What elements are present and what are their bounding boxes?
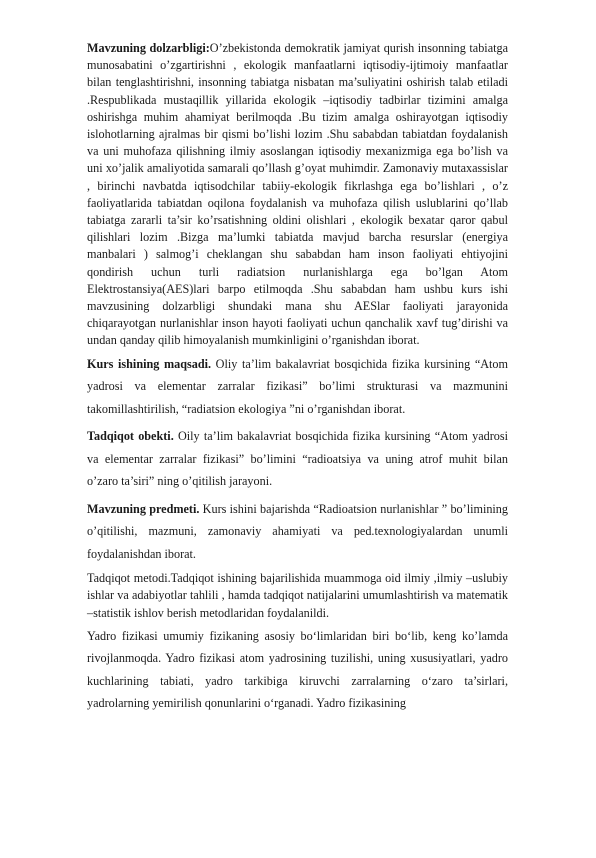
paragraph-text: Oily ta’lim bakalavriat bosqichida fizika kursining “Atom yadrosi va elementar zarralar fizikasi” bo’limini “radioatsiya va uning atrof muhit bilan o’zaro ta’siri” ning o’qitilish jarayoni. (87, 429, 509, 489)
paragraph-goal (87, 353, 508, 421)
paragraph-heading: Tadqiqot obekti. (87, 429, 174, 444)
document-body (87, 40, 508, 720)
paragraph-text: Kurs ishini bajarishda “Radioatsion nurlanishlar ” bo’limining o’qitilishi, mazmuni, zamonaviy ahamiyati va ped.texnologiyalardan unumli foydalanishdan iborat. (87, 501, 508, 561)
paragraph-nuclear-physics: Yadro fizikasi umumiy fizikaning asosiy bo‘limlaridan biri bo‘lib, keng ko’lamda rivojlanmoqda. Yadro fizikasi atom yadrosining tuzilishi, uning xususiyatlari, yadro kuchlarining tabiati, yadro tarkibiga kiruvchi zarralarning o‘zaro ta’sirlari, yadrolarning yemirilish qonunlarini o‘rganadi. Yadro fizikasining (87, 628, 508, 711)
paragraph-heading: Mavzuning dolzarbligi: (87, 41, 210, 55)
paragraph-heading: Mavzuning predmeti. (87, 501, 200, 516)
paragraph-text: Oliy ta’lim bakalavriat bosqichida fizika kursining “Atom yadrosi va elementar zarralar fizikasi” bo’limi strukturasi va mazmunini takomillashtirilish, “radiatsion ekologiya ”ni o’rganishdan iborat. (87, 356, 509, 416)
paragraph-subject (87, 498, 508, 566)
paragraph-relevance (87, 40, 508, 350)
paragraph-method: Tadqiqot metodi.Tadqiqot ishining bajarilishida muammoga oid ilmiy ,ilmiy –uslubiy ishlar va adabiyotlar tahlili , hamda tadqiqot natijalarini umumlashtirish va matematik –statistik ishlov berish metodlaridan foydalanildi. (87, 571, 508, 620)
paragraph-heading: Kurs ishining maqsadi. (87, 356, 212, 371)
paragraph-text: O’zbekistonda demokratik jamiyat qurish insonning tabiatga munosabatini o’zgartirishni , ekologik manfaatlarni iqtisodiy-ijtimoiy manfaatlar bilan tenglashtirishni, insonning tabiatga nisbatan ma’suliyatini oshirish talab etiladi .Respublikada mustaqillik yillarida ekologik –iqtisodiy tadbirlar tizimini amalga oshirishga muhim ahamiyat berilmoqda .Bu tizim amalga oshirayotgan iqtisodiy islohotlarning ajralmas bir qismi bo’lishi lozim .Shu sababdan tabiatdan foydalanish va uni muhofaza qilishning ilmiy asoslangan iqtisodiy mexanizmiga ega bo’lish va uni xo’jalik amaliyotida samarali qo’llash g’oyat muhimdir. Zamonaviy mutaxassislar , birinchi navbatda iqtisodchilar tabiiy-ekologik fikrlashga ega bo’lishlari , o’z faoliyatlarida tabiatdan oqilona foydalanish va muhofaza qilish uslublarini qo’llab tabiatga zararli ta’sir ko’rsatishning oldini olishlari , ekologik bexatar qaror qabul qilishlari lozim .Bizga ma’lumki tabiatda mavjud barcha resurslar (energiya manbalari ) salmog’i cheklangan shu sababdan ham inson faoliyati ehtiyojini qondirish uchun turli radiatsion nurlanishlarga ega bo’lgan Atom Elektrostansiya(AES)lari barpo etilmoqda .Shu sababdan ham ushbu kurs ishi mavzusining dolzarbligi shundaki mana shu AESlar faoliyati jarayonida chiqarayotgan nurlanishlar inson hayoti faoliyati uchun qanchalik xavf tug’dirishi va undan qanday qilib himoyalanish mumkinligini o’rganishdan iborat. (87, 41, 508, 348)
paragraph-object (87, 425, 508, 493)
